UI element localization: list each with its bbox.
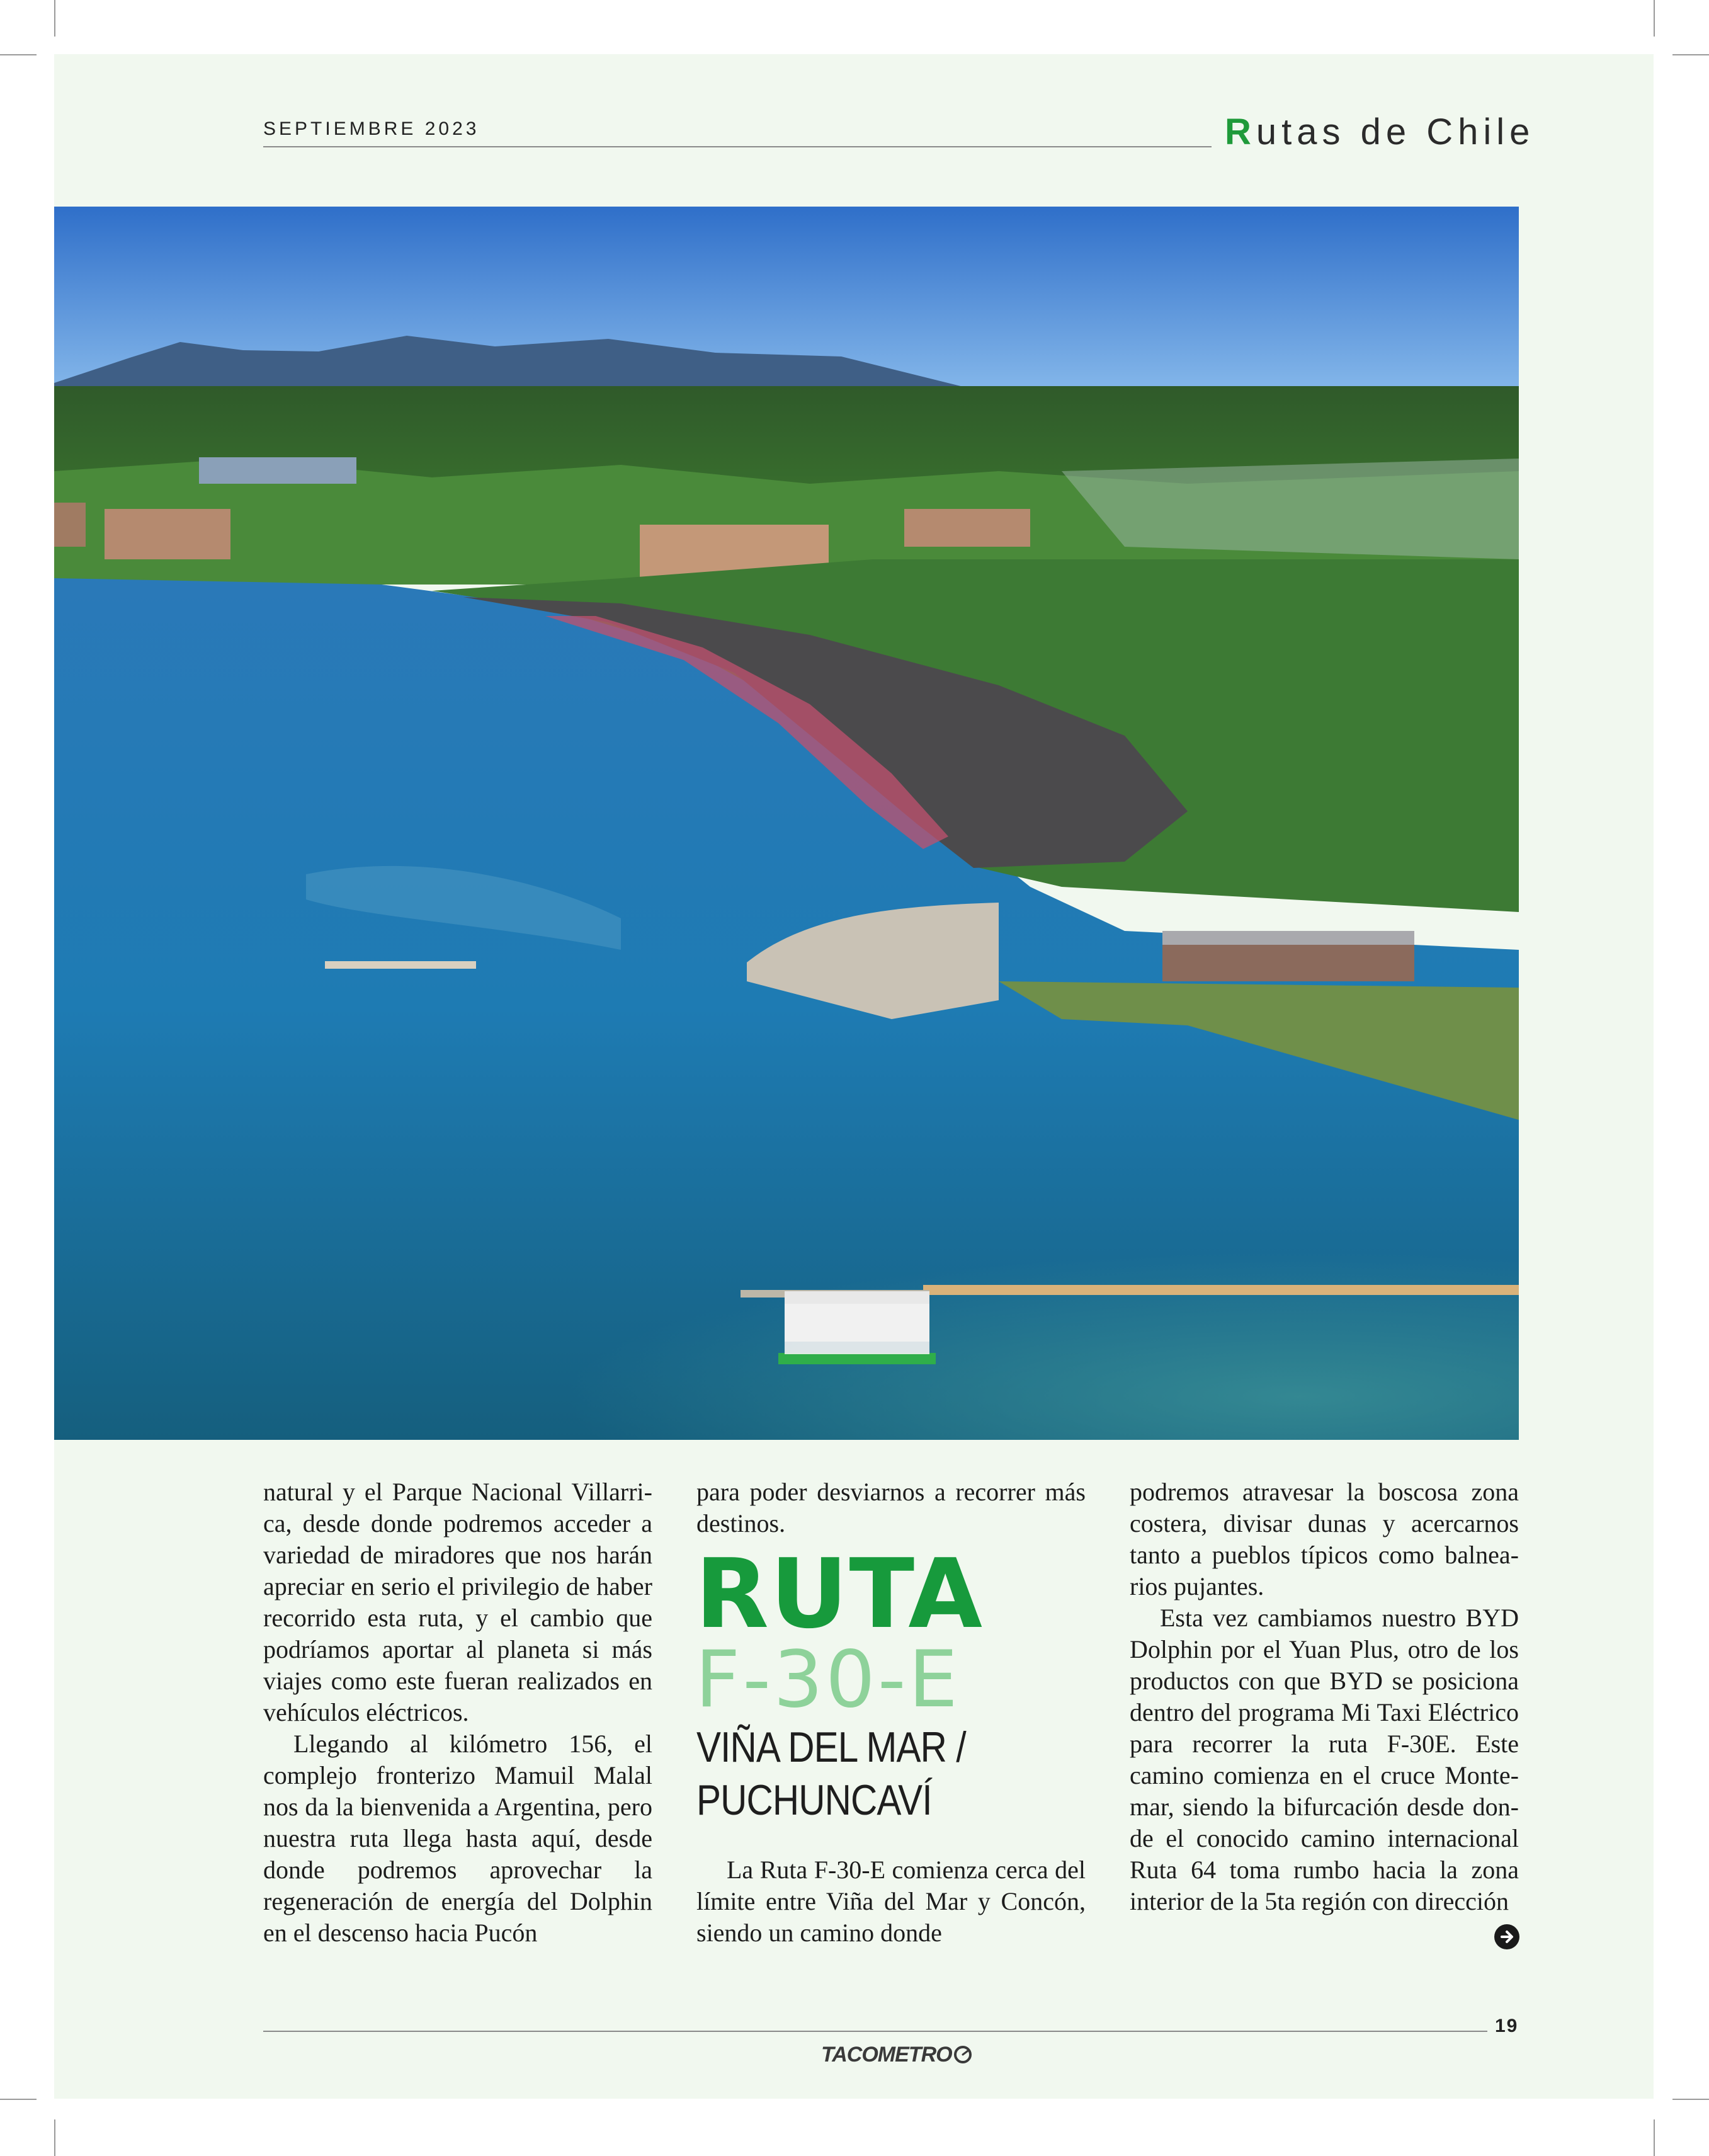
continue-arrow-icon: [1494, 1924, 1520, 1950]
issue-date: SEPTIEMBRE 2023: [263, 118, 480, 139]
section-title-rest: utas de Chile: [1256, 111, 1535, 152]
paragraph: podremos atravesar la boscosa zona costera, divisar dunas y acercarnos tanto a pueblos típicos como balnearios pujantes.: [1130, 1478, 1519, 1600]
paragraph: La Ruta F-30-E comienza cerca del límite entre Viña del Mar y Concón, siendo un camino donde: [696, 1856, 1086, 1947]
crop-mark: [54, 2119, 55, 2156]
route-subtitle-line: VIÑA DEL MAR /: [696, 1723, 966, 1771]
paragraph: Llegando al kilómetro 156, el complejo fronterizo Mamuil Malal nos da la bienvenida a Argentina, pero nuestra ruta llega hasta aquí, desde donde podremos aprovechar la regeneración de energía del Dolphin en el descenso hacia Pucón: [263, 1730, 652, 1947]
article-column-3: [1130, 1476, 1519, 1917]
section-title-initial: R: [1225, 111, 1256, 152]
crop-mark: [0, 2099, 37, 2100]
speedometer-icon: [953, 2045, 972, 2064]
crop-mark: [1654, 2119, 1655, 2156]
crop-mark: [1672, 2099, 1709, 2100]
crop-mark: [0, 54, 37, 55]
lake-beach-aerial-photo: [54, 207, 1519, 1440]
paragraph: para poder desviarnos a recorrer más destinos.: [696, 1478, 1086, 1537]
paragraph: Esta vez cambiamos nuestro BYD Dolphin por el Yuan Plus, otro de los productos con que BYD se posiciona dentro del programa Mi Taxi Eléctrico para recorrer la ruta F-30E. Este camino comienza en el cruce Montemar, siendo la bifurcación desde donde el conocido camino internacional Ruta 64 toma rumbo hacia la zona interior de la 5ta región con dirección: [1130, 1604, 1519, 1915]
article-column-2: [696, 1476, 1086, 1539]
article-intro: [696, 1854, 1086, 1949]
footer-rule: [263, 2031, 1487, 2032]
brand-logo: [821, 2041, 972, 2068]
brand-name: TACOMETRO: [821, 2042, 952, 2067]
crop-mark: [54, 0, 55, 37]
route-code: F-30-E: [695, 1634, 960, 1725]
paragraph: natural y el Parque Nacional Villarrica, desde donde podremos acceder a variedad de miradores que nos harán apreciar en serio el privilegio de haber recorrido esta ruta, y el cambio que podríamos aportar al planeta si más viajes como este fueran realizados en vehículos eléctricos.: [263, 1478, 652, 1726]
route-subtitle: [696, 1721, 1076, 1827]
header-rule: [263, 146, 1212, 147]
section-title: [1225, 111, 1535, 153]
route-title: RUTA: [695, 1538, 984, 1650]
article-column-1: [263, 1476, 652, 1949]
crop-mark: [1654, 0, 1655, 37]
crop-mark: [1672, 54, 1709, 55]
page-number: 19: [1495, 2016, 1519, 2036]
route-subtitle-line: PUCHUNCAVÍ: [696, 1776, 932, 1824]
